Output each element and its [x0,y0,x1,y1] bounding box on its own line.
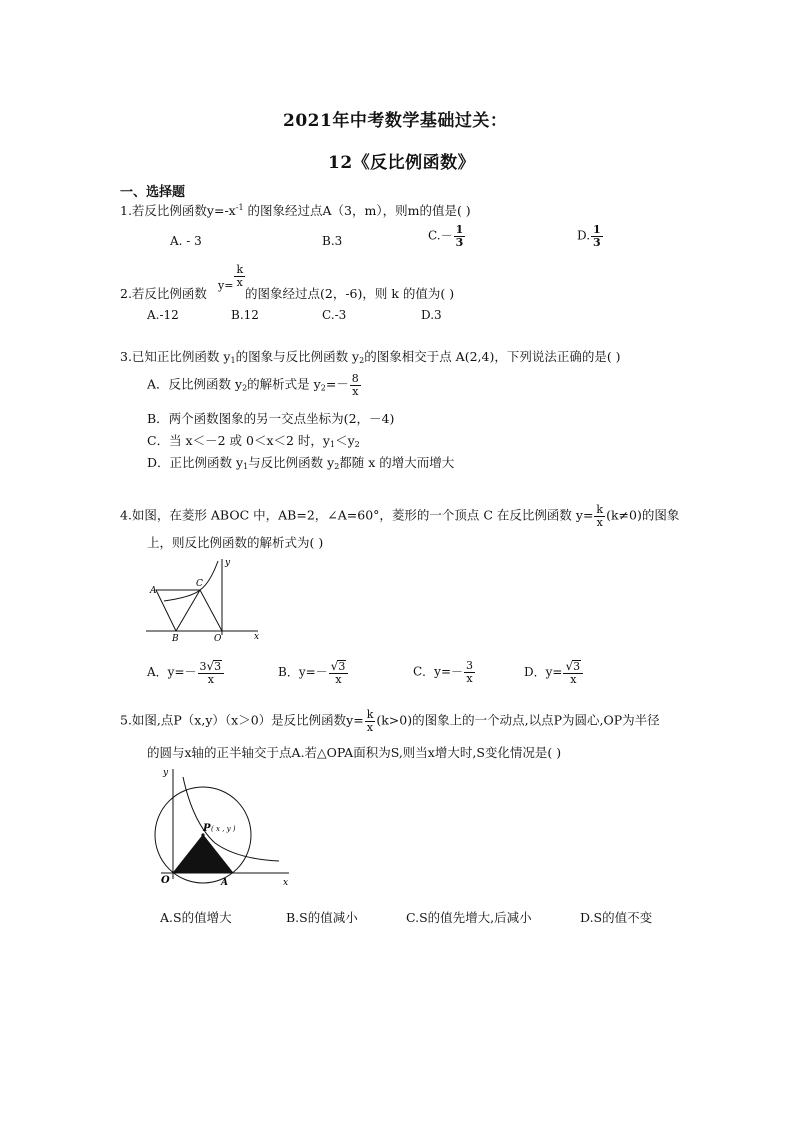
fig-label-y: y [163,768,169,778]
q4-option-b: B．y=－ $\frac{√3}{x}$ [278,660,349,685]
q5-figure [145,765,295,893]
q1-option-c: C.－ $\frac{1}{3}$ [428,223,464,249]
q1-option-a: A. - 3 [170,234,202,248]
q2-option-d: D.3 [421,308,442,322]
question-2-stem: 2.若反比例函数 [120,286,207,301]
q4-figure [140,553,270,645]
page-subtitle: 12《反比例函数》 [328,153,476,173]
fig-label-a: A [150,586,157,596]
q2-option-c: C.-3 [322,308,347,322]
fig-label-a: A [221,878,228,888]
section-heading: 一、选择题 [120,185,186,200]
q5-option-a: A.S的值增大 [160,910,232,925]
question-1-stem: 1.若反比例函数$y=-x^{-1}$ 的图象经过点A（3，m），则m的值是( ) [120,202,471,218]
fig-label-o: O [214,634,222,644]
q1-option-b: B.3 [322,234,343,248]
q3-option-c: C．当 x＜－2 或 0＜x＜2 时，$y_1<y_2$ [147,433,360,449]
fig-label-b: B [172,634,179,644]
fig-label-x: x [254,632,260,642]
question-2-stem-tail: 的图象经过点(2，-6)，则 k 的值为( ) [245,286,455,301]
fig-label-o: O [161,875,170,886]
rhombus [156,590,222,631]
question-5-stem: 5.如图,点P（x,y）（x＞0）是反比例函数y= $\frac{k}{x}$ (k>0)的图象上的一个动点,以点P为圆心,OP为半径 [120,708,660,734]
q3-option-a: A．反比例函数 $y_2$的解析式是 $y_2=-$ $\frac{8}{x}$ [147,372,359,398]
q4-option-a: A．y=－ $\frac{3√3}{x}$ [147,660,225,685]
q5-option-b: B.S的值减小 [286,910,358,925]
q5-option-c: C.S的值先增大,后减小 [406,910,532,925]
question-4-stem: 4.如图，在菱形 ABOC 中，AB=2，∠A=60°，菱形的一个顶点 C 在反比例函数 y= $\frac{k}{x}$ (k≠0)的图象 [120,503,680,529]
question-5-stem-line2: 的圆与x轴的正半轴交于点A.若△OPA面积为S,则当x增大时,S变化情况是( ) [147,745,562,760]
q3-option-b: B．两个函数图象的另一交点坐标为(2，－4) [147,411,395,426]
q3-option-d: D．正比例函数 $y_1$与反比例函数 $y_2$都随 x 的增大而增大 [147,455,455,471]
q1-option-d: D. $\frac{1}{3}$ [577,223,601,249]
q5-option-d: D.S的值不变 [580,910,653,925]
page-title: 2021年中考数学基础过关： [283,111,508,131]
q2-option-b: B.12 [231,308,259,322]
q4-option-c: C．y=－ $\frac{3}{x}$ [413,659,474,685]
triangle-opa [173,835,233,873]
q4-option-d: D．y= $\frac{√3}{x}$ [524,660,584,685]
q2-option-a: A.-12 [147,308,179,322]
fig-label-y: y [225,558,231,568]
fig-label-p: P [203,823,211,834]
q2-fraction: y= $\frac{k}{x}$ [218,263,244,293]
question-4-stem-line2: 上，则反比例函数的解析式为( ) [147,535,324,550]
fig-label-c: C [196,579,203,589]
question-3-stem: 3.已知正比例函数 $y_1$的图象与反比例函数 $y_2$的图象相交于点 A(2,4)，下列说法正确的是( ) [120,349,621,365]
fig-label-x: x [283,878,289,888]
hyperbola-curve [164,561,218,601]
fig-label-pxy: ( x , y ) [211,825,236,833]
